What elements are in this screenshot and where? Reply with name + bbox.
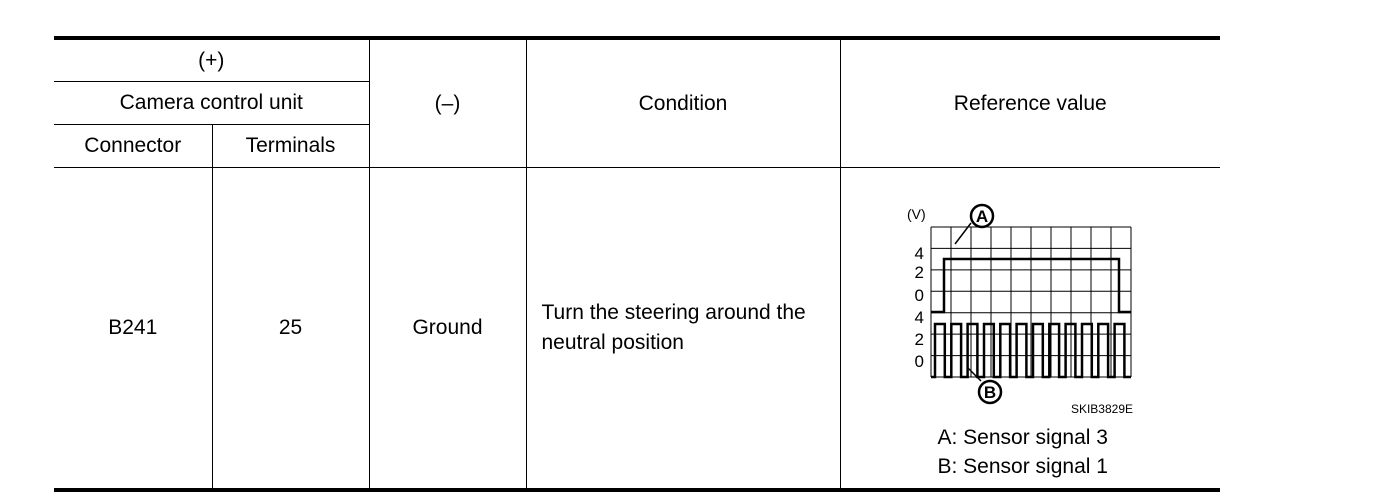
signal-a-ticks: [914, 244, 923, 305]
terminals-header: Terminals: [212, 125, 369, 168]
tick-a-2: 2: [914, 263, 924, 282]
connector-cell: B241: [54, 168, 212, 491]
marker-b-label: B: [983, 383, 996, 402]
tick-b-2: 2: [914, 330, 924, 349]
marker-b-leader: [967, 367, 981, 381]
marker-a-label: A: [975, 207, 988, 226]
minus-header: (–): [369, 38, 526, 168]
reference-value-header: Reference value: [840, 38, 1220, 168]
condition-cell: [526, 168, 840, 491]
terminal-table-container: [54, 36, 1220, 488]
connector-header: Connector: [54, 125, 212, 168]
marker-a-leader: [955, 223, 971, 244]
legend-signal-a: A: Sensor signal 3: [937, 426, 1108, 449]
condition-line-2: neutral position: [541, 331, 684, 354]
minus-cell: Ground: [369, 168, 526, 491]
tick-a-0: 0: [914, 286, 924, 305]
signal-b-ticks: [914, 308, 923, 371]
tick-a-4: 4: [914, 244, 924, 263]
condition-header: Condition: [526, 38, 840, 168]
plus-header: (+): [54, 38, 369, 82]
figure-code: SKIB3829E: [1070, 402, 1133, 416]
camera-control-unit-header: Camera control unit: [54, 82, 369, 125]
tick-b-4: 4: [914, 308, 924, 327]
legend-signal-b: B: Sensor signal 1: [937, 455, 1108, 478]
reference-value-cell: [840, 168, 1220, 491]
condition-line-1: Turn the steering around the: [541, 301, 806, 324]
tick-b-0: 0: [914, 352, 924, 371]
terminal-reference-table: [54, 36, 1220, 492]
volt-unit-label: (V): [906, 206, 926, 222]
waveform-figure: [871, 203, 1171, 453]
terminal-cell: 25: [212, 168, 369, 491]
waveform-legend: [938, 423, 1108, 481]
